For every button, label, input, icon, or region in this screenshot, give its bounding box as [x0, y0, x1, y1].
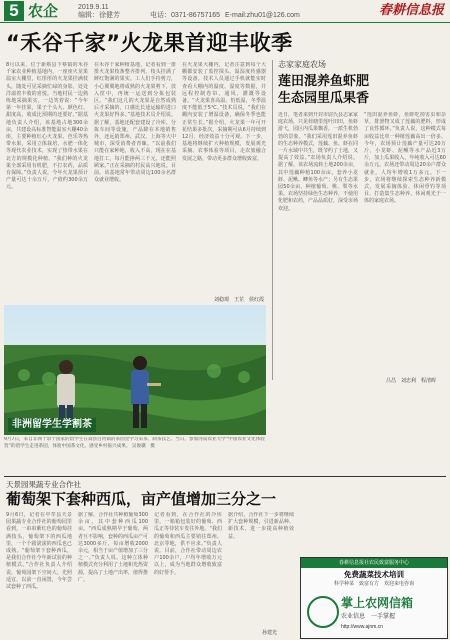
section-divider — [4, 476, 446, 477]
ad-logo-icon — [307, 596, 339, 628]
ad-subtitle: 科学种菜 致富有方 欢迎来电咨询 — [333, 581, 414, 587]
main-column-1: 8月以来，位于新蔡县下蔡镇的禾谷千家农业种植基地内，一座座火龙果温室大棚里，红彤彤的火龙果挂满枝头，随处可见采摘忙碌的身影，处处洋溢着丰收的喜悦。当地村民一边熟练地采摘果实，一边笑着说：“今年第一年挂果，果子个头大、颜色红、甜度高，收成比预期的还要好。”据基地负责人介绍，该基地占地300余亩，共建设高标准智能温室大棚40余座，主要种植红心火龙果、芭乐等热带水果，采用立体栽培、水肥一体化等现代农业技术，实现了热带水果在北方的规模化种植。“我们种的火龙果全部采用有机肥，不打农药，品质有保障。”负责人说，今年火龙果预计产量可达十余万斤，产值约300余万元。 — [6, 62, 88, 191]
right-byline: 吕昌 刘忠利 程清晖 — [386, 378, 437, 384]
right-story-kicker: 志家家庭农场 — [278, 60, 326, 69]
photo-caption: 9月7日，来自非洲十余个国家的留学生在嵩县白河镇的茶园里学习采茶、制茶技艺。当日，参加河南农业大学“中国农业文化体验营”的留学生走进茶园，体验中国茶文化，感受乡村振兴成果。 吴俊骥 摄 — [4, 437, 265, 449]
right-story-title: 莲田混养鱼虾肥 生态园里瓜果香 — [278, 74, 370, 106]
masthead: 春耕信息报 — [378, 3, 444, 18]
main-byline: 刘稳璟 王芷 侯红霞 — [214, 297, 265, 303]
news-photo — [4, 305, 266, 435]
bottom-byline: 孙建光 — [262, 630, 278, 636]
phone: 电话：0371-86757165 — [150, 12, 221, 19]
bottom-column-2: 据了解，合作社共种植葡萄300余亩，其中套种西瓜100亩。“西瓜成熟期早于葡萄，两者互不影响，套种的西瓜亩产可达3000多斤，每亩增收2000余元，相当于亩产值增加了三分之一。”负责人说。这种立体种植模式充分利用了土地和光热资源，提高了土地产出率，值得推广。 — [78, 512, 148, 583]
ad-website-link[interactable]: http://www.ajnm.cn — [341, 624, 383, 630]
right-column-2: “莲田混养鱼虾，鱼虾吃掉害虫和杂草，排泄物又成了莲藕的肥料，形成了良性循环。”负责人说，这种模式每亩收益比单一种植莲藕高出一倍多。今年，农场预计莲藕产量可达20万斤，小龙虾、泥鳅等水产品近3万斤，加上瓜果收入，年纯收入可达60余万元。农场还带动周边20余户群众就业，人均年增收1万多元。下一步，农场将继续探索生态种养新模式，发展采摘体验、休闲垂钓等项目，打造集生态种养、休闲观光于一体的家庭农场。 — [364, 112, 446, 205]
page-header — [0, 0, 450, 23]
tea-field-photo — [4, 305, 266, 435]
bottom-column-1: 9月6日，记者在中牟县天景园果蔬专业合作社的葡萄园里看到，一串串紫红色的葡萄挂满枝头，葡萄架下的西瓜地里，一个个圆滚滚的西瓜也已成熟。“葡萄架下套种西瓜，是我们合作社今年新试验的种植模式。”合作社负责人介绍说，葡萄园架下空间大、光照适宜，以前一直闲置，今年尝试套种了西瓜。 — [6, 512, 72, 591]
right-column-1: 近日，笔者来到开封市尉氏县志家家庭农场，只见荷塘里莲叶田田，鱼虾游弋，园区内瓜果飘香，一派生机勃勃的景象。“我们采用莲田混养鱼虾的生态种养模式，莲藕、鱼、虾在同一片水域中共生，既节约了土地，又提高了效益。”农场负责人介绍说。据了解，该农场流转土地200余亩，其中莲藕种植100余亩，套养小龙虾、泥鳅、鲫鱼等水产；另有生态果园50余亩，种植葡萄、桃、梨等水果。农场坚持绿色生态种养，不使用化肥和农药，产品品质好，深受市场欢迎。 — [278, 112, 358, 212]
section-title: 农企 — [28, 2, 59, 20]
main-column-2: 在禾谷千家种植基地，记者看到一排排火龙果枝条整齐排列，枝头挂满了鲜红饱满的果实。工人们手持剪刀，小心翼翼地将成熟的火龙果剪下，放入筐中，再统一运送到分拣包装区。“我们这儿的火龙果是自然成熟后才采摘的，口感比长途运输的进口火龙果好得多。”基地技术员介绍说。据了解，基地还配套建设了冷库、分拣车间等设施，产品除在本地销售外，还远销郑州、武汉、上海等大中城市，深受消费者青睐。“以前我们只能在家种地，收入不高，现在在基地打工，每月能挣两三千元，还能照顾家。”正在采摘的村民高兴地说。目前，该基地常年带动周边100余名群众就业增收。 — [94, 62, 176, 184]
bottom-column-3: 记者看到，在合作社的冷库里，一箱箱包装好的葡萄、西瓜正等待装车发往外地。“我们的葡萄和西瓜主要销往郑州、北京等地，供不应求。”负责人说。目前，合作社带动周边农户100余户，户均年增收万元以上，成为当地群众增收致富的好帮手。 — [154, 512, 222, 576]
ad-slogan: 农业信息 一手掌握 — [341, 613, 396, 620]
ad-title: 免费蔬菜技术培训 — [344, 570, 404, 579]
photo-byline: 吴俊骥 摄 — [131, 443, 155, 449]
bottom-column-4: 据介绍，合作社下一步将继续扩大套种规模，引进新品种、新技术，进一步提高种植效益。 — [228, 512, 294, 540]
ad-banner: 春耕信息报社农民致富服务中心 — [301, 558, 447, 568]
page-number: 5 — [4, 1, 24, 21]
main-column-3: 在火龙果大棚内，记者注意到每个大棚都安装了监控探头、温湿度传感器等设备。技术人员通过手机就能实时查看大棚内的温度、湿度等数据，并远程控制卷帘、通风、灌溉等设备。“火龙果喜高温、怕低温，冬季温度不能低于5℃。”技术员说，“我们在棚内安装了增温设备，确保冬季也能正常生长。”据介绍，火龙果一年可开花结果多批次，采摘期可从6月持续到12月，经济效益十分可观。下一步，基地将继续扩大种植规模，发展观光采摘、农事体验等项目，走农旅融合发展之路，带动更多群众增收致富。 — [182, 62, 266, 162]
bottom-story-headline: 葡萄架下套种西瓜，亩产值增加三分之一 — [6, 490, 277, 508]
issue-date: 2019.9.11 — [78, 4, 109, 11]
bottom-story-kicker: 天景园果蔬专业合作社 — [6, 480, 81, 489]
main-headline: “禾谷千家”火龙果首迎丰收季 — [6, 31, 293, 55]
advertisement[interactable] — [300, 557, 448, 639]
photo-caption-title: 非洲留学生学割茶 — [8, 418, 96, 432]
ad-brand: 掌上农网信箱 — [341, 596, 414, 610]
email: E-mail:zhu01@126.com — [225, 12, 300, 19]
editor-credit: 编辑：徐健芳 — [78, 12, 120, 19]
